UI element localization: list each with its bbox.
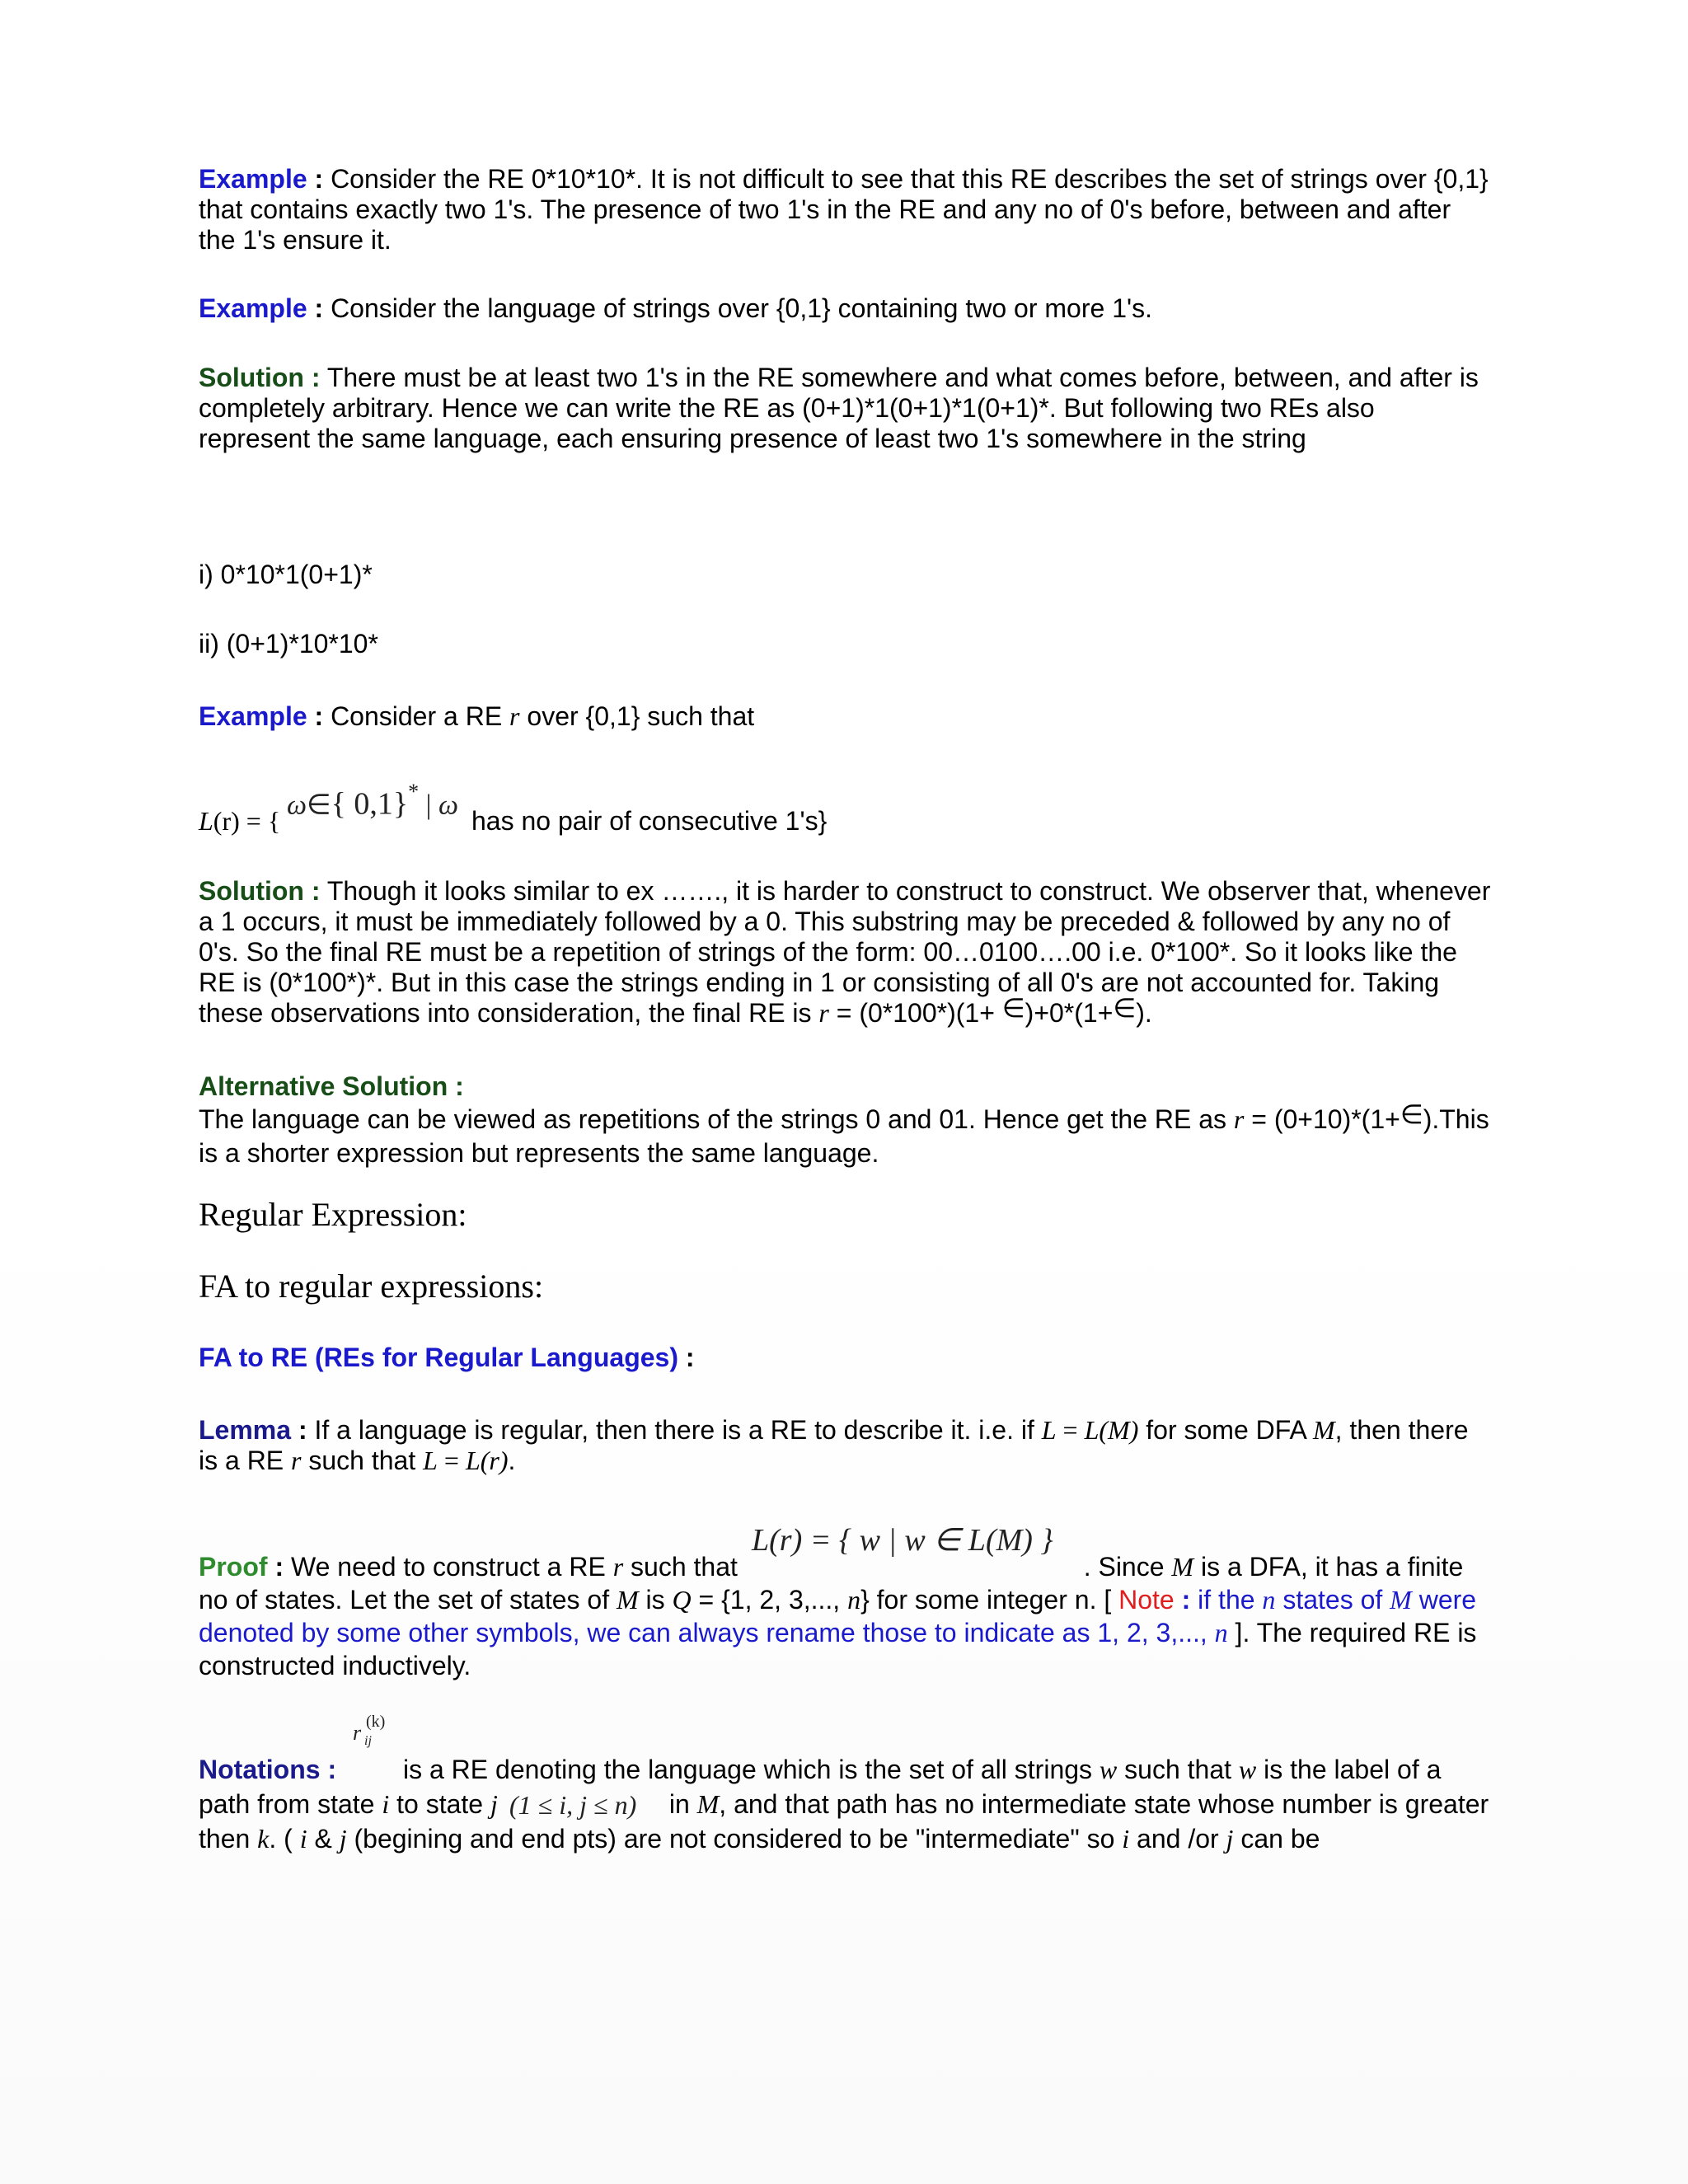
proof-paragraph [199,1550,1493,1682]
epsilon-symbol: ∈ [1113,993,1137,1023]
var-j: j [490,1789,498,1819]
alt-text: The language can be viewed as repetitions of the strings 0 and 01. Hence get the RE as [199,1104,1234,1134]
heading-regular-expression: Regular Expression: [199,1196,467,1233]
colon: : [678,1343,695,1372]
var-L: L [199,806,213,836]
var-n: n [1262,1585,1276,1615]
re-part: = (0*100*)(1+ [828,998,1002,1028]
sym-sup: (k) [366,1713,386,1731]
proof-formula-image: L(r) = { w | w ∈ L(M) } [752,1523,1053,1558]
var-Q: Q [672,1585,692,1615]
fa-to-re-subheading [199,1343,1493,1373]
notations-text: and /or [1129,1824,1226,1854]
alternative-solution-label [199,1071,1493,1102]
var-k: k [257,1824,270,1854]
proof-label: Proof [199,1552,268,1582]
var-n: n [1214,1618,1228,1647]
alt-text: ).This is a shorter expression but represents the same language. [199,1104,1489,1168]
proof-text: such that [623,1552,745,1582]
set-formula-image [287,781,458,820]
var-M: (M) [1099,1415,1139,1445]
colon: : [267,1552,284,1582]
solution-label: Solution : [199,363,321,392]
var-M: M [1390,1585,1412,1615]
notations-text: to state [389,1789,490,1819]
alt-text: = (0+10)*(1+ [1244,1104,1400,1134]
var-r: r [291,1446,302,1475]
lr-arg: (r) [213,806,240,836]
lemma-text: If a language is regular, then there is a RE to describe it. i.e. if [307,1415,1042,1445]
colon: : [307,164,324,194]
eq: = [1056,1415,1085,1445]
solution-2-paragraph [199,876,1493,1029]
example-text: Consider the language of strings over {0,1} containing two or more 1's. [323,293,1152,323]
var-r: r [612,1552,624,1582]
var-i: i [299,1824,307,1854]
proof-text: = {1, 2, 3,..., [691,1585,848,1615]
example-text: over {0,1} such that [519,701,755,731]
proof-text: is a DFA, it has a finite no of states. Let the set of states of [199,1552,1464,1615]
epsilon-symbol: ∈ [1400,1099,1423,1129]
var-r: r [818,998,829,1028]
example-text: Consider a RE [323,701,510,731]
lemma-text: , then there is a RE [199,1415,1469,1475]
var-w: w [1099,1755,1118,1784]
var-M: M [616,1585,639,1615]
note-text: were denoted by some other symbols, we can always rename those to indicate as 1, 2, 3,..., [199,1585,1477,1647]
set-body: { 0,1} [331,786,409,822]
language-definition-line [199,775,1493,841]
lemma-text: . [508,1446,516,1475]
bar-symbol: | [419,790,438,821]
var-i: i [1122,1824,1130,1854]
note-text: states of [1275,1585,1390,1615]
notations-text: , and that path has no intermediate state whose number is greater then [199,1789,1489,1854]
example-label: Example [199,293,307,323]
proof-text: ]. The required RE is constructed inductively. [199,1618,1477,1680]
var-L: L [1041,1415,1057,1445]
condition-formula-image: (1 ≤ i, j ≤ n) [509,1790,637,1820]
proof-text: is [638,1585,673,1615]
lr-lhs [199,806,280,837]
r-ij-k-symbol-image [353,1713,386,1748]
notations-text: is a RE denoting the language which is the set of all strings [396,1755,1100,1784]
var-L: L [465,1446,481,1475]
solution-1-paragraph [199,363,1493,454]
note-text: if the [1190,1585,1263,1615]
notations-text: such that [1117,1755,1239,1784]
sym-sub: ij [364,1734,372,1748]
proof-text: } for some integer n. [ [860,1585,1119,1615]
re-part: )+0*(1+ [1025,998,1114,1028]
notations-text: . ( [269,1824,300,1854]
alt-label: Alternative Solution : [199,1071,464,1101]
colon: : [1174,1585,1191,1615]
example-2-paragraph [199,293,1493,324]
lemma-text: for some DFA [1138,1415,1313,1445]
var-M: M [696,1789,720,1819]
colon: : [307,293,324,323]
solution-text: There must be at least two 1's in the RE somewhere and what comes before, between, and after is completely arbitrary. Hence we can write the RE as (0+1)*1(0+1)*1(0+1)*. But following two REs also represent the same language, each ensuring presence of least two 1's somewhere in the string [199,363,1479,453]
colon: : [291,1415,307,1445]
solution-text: Though it looks similar to ex ……., it is harder to construct to construct. We observer that, whenever a 1 occurs, it must be immediately followed by a 0. This substring may be preceded & followed by any no of 0's. So the final RE must be a repetition of strings of the form: 00…0100….00 i.e. 0*100*. So it looks like the RE is (0*100*)*. But in this case the strings ending in 1 or consisting of all 0's are not accounted for. Taking these observations into consideration, the final RE is [199,876,1491,1028]
example-text: Consider the RE 0*10*10*. It is not difficult to see that this RE describes the set of strings over {0,1} that contains exactly two 1's. The presence of two 1's in the RE and any no of 0's before, between and after the 1's ensure it. [199,164,1489,255]
notations-text: in [668,1789,697,1819]
proof-text: We need to construct a RE [284,1552,613,1582]
var-n: n [847,1585,861,1615]
sym-r: r [353,1721,362,1745]
example-label: Example [199,701,307,731]
solution-label: Solution : [199,876,321,906]
proof-text: . Since [1076,1552,1172,1582]
element-of-symbol: ∈ [307,790,331,821]
notations-text: can be [1233,1824,1320,1854]
subheading-label: FA to RE (REs for Regular Languages) [199,1343,678,1372]
alternative-solution-text [199,1099,1493,1170]
notations-label: Notations : [199,1755,337,1784]
var-L: L [423,1446,438,1475]
var-r: r [509,701,520,731]
example-label: Example [199,164,307,194]
list-item-1: i) 0*10*1(0+1)* [199,560,373,589]
example-3-paragraph [199,701,1493,732]
heading-fa-to-re: FA to regular expressions: [199,1268,544,1305]
lemma-label: Lemma [199,1415,292,1445]
var-r: (r) [480,1446,509,1475]
list-item-2: ii) (0+1)*10*10* [199,629,378,658]
notations-text: is the label of a path from state [199,1755,1442,1819]
var-j: j [1226,1824,1234,1854]
lemma-paragraph [199,1415,1493,1476]
star-symbol: * [408,780,420,804]
note-label: Note [1118,1585,1175,1615]
notations-paragraph [199,1752,1493,1856]
var-M: M [1171,1552,1194,1582]
omega-symbol: ω [438,790,458,821]
var-w: w [1238,1755,1257,1784]
notations-text: (begining and end pts) are not considered to be "intermediate" so [346,1824,1123,1854]
omega-symbol: ω [287,790,307,821]
lr-rest: has no pair of consecutive 1's} [471,806,828,836]
re-part: ). [1136,998,1152,1028]
var-j: j [339,1824,347,1854]
colon: : [307,701,324,731]
var-M: M [1312,1415,1335,1445]
var-i: i [382,1789,390,1819]
lemma-text: such that [301,1446,424,1475]
epsilon-symbol: ∈ [1001,993,1025,1023]
notations-text: & [307,1824,340,1854]
eq: = [437,1446,466,1475]
var-r: r [1233,1104,1245,1134]
var-L: L [1084,1415,1100,1445]
example-1-paragraph [199,164,1493,255]
lr-eq: = { [239,806,281,836]
